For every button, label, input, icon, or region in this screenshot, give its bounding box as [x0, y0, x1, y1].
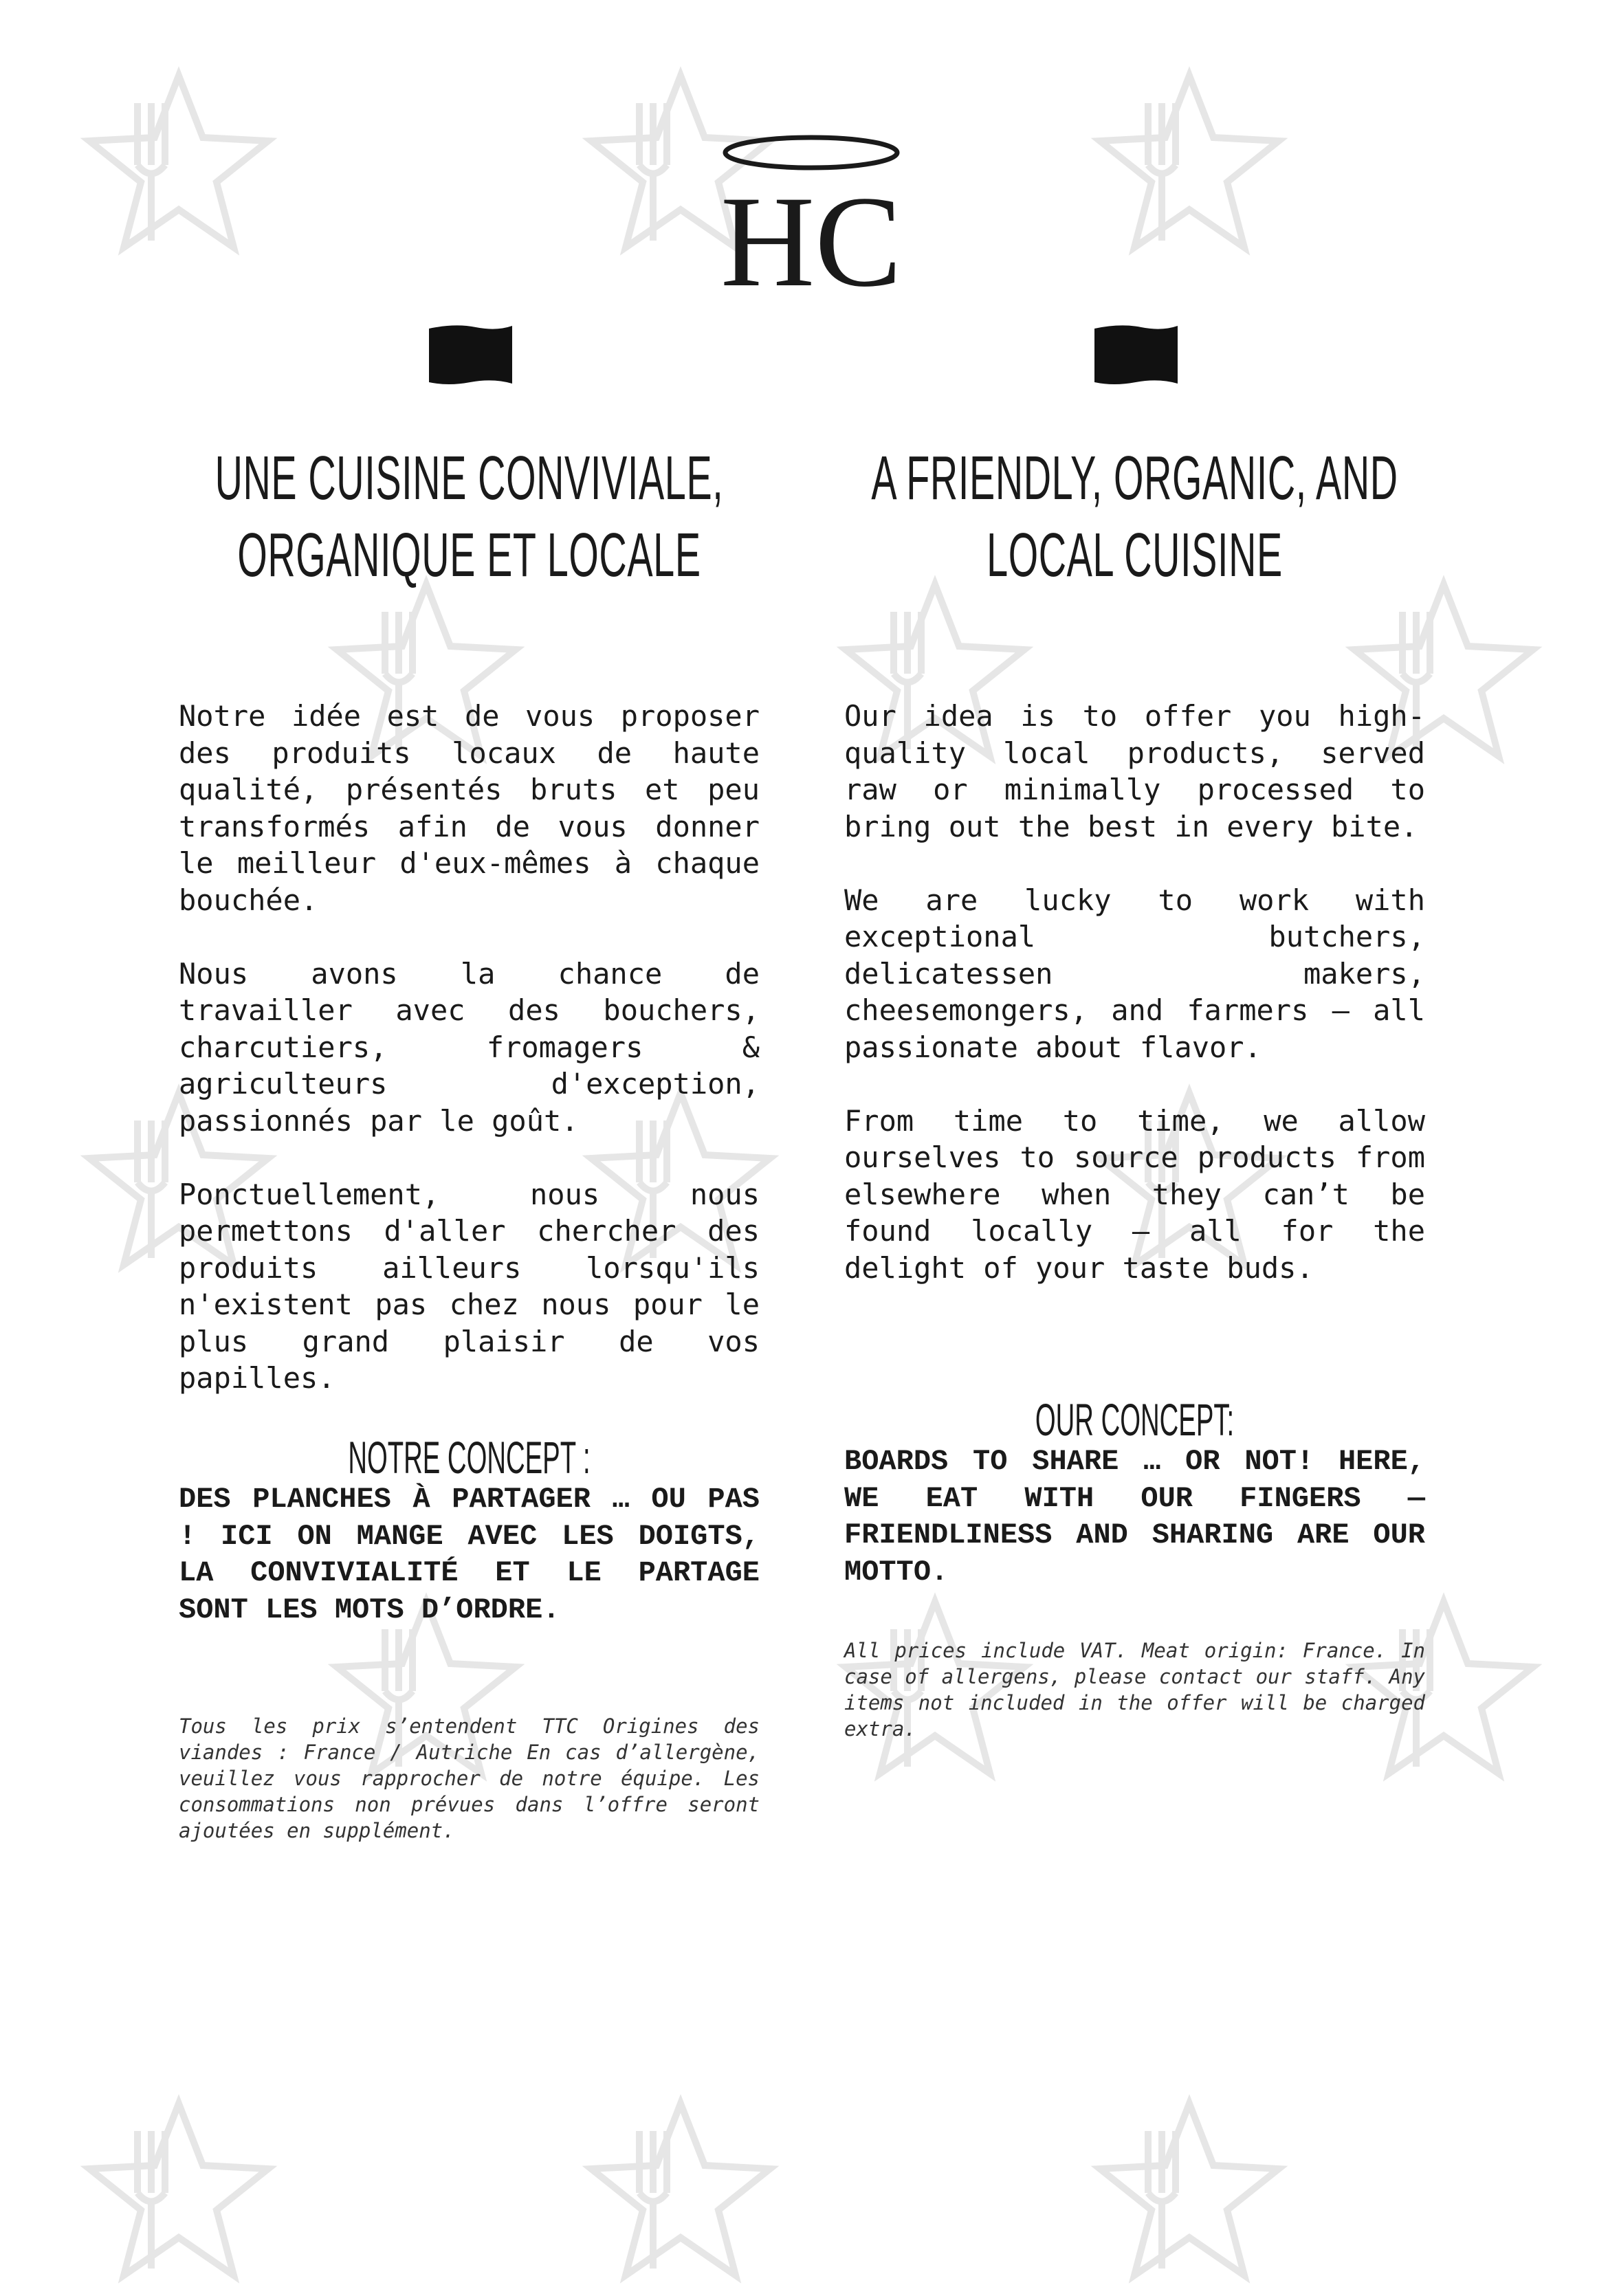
french-heading-line2: ORGANIQUE ET LOCALE	[237, 521, 701, 590]
french-paragraph: Ponctuellement, nous nous permettons d'aller chercher des produits ailleurs lorsqu'ils n'existent pas chez nous pour le plus grand plaisir de vos papilles.	[179, 1177, 760, 1395]
fork-star-icon	[76, 2090, 282, 2296]
french-note: Tous les prix s’entendent TTC Origines des viandes : France / Autriche En cas d’allergène, veuillez vous rapprocher de notre équipe. Les consommations non prévues dans l’offre seront ajoutées en supplément.	[179, 1714, 760, 1842]
fork-star-icon	[1086, 62, 1292, 268]
french-paragraph: Notre idée est de vous proposer des produits locaux de haute qualité, présentés bruts et peu transformés afin de vous donner le meilleur d'eux-mêmes à chaque bouchée.	[179, 699, 760, 917]
english-heading	[844, 440, 1425, 594]
halo-monogram-logo	[715, 131, 907, 302]
english-concept-text: BOARDS TO SHARE … OR NOT! HERE, WE EAT WITH OUR FINGERS — FRIENDLINESS AND SHARING ARE OUR MOTTO.	[844, 1445, 1425, 1589]
english-body	[844, 698, 1425, 1323]
french-concept-text: DES PLANCHES À PARTAGER … OU PAS ! ICI ON MANGE AVEC LES DOIGTS, LA CONVIVIALITÉ ET LE PARTAGE SONT LES MOTS D’ORDRE.	[179, 1483, 760, 1626]
black-flag-icon	[1093, 323, 1179, 389]
french-heading-line1: UNE CUISINE CONVIVIALE,	[214, 444, 724, 513]
english-paragraph: Our idea is to offer you high-quality local products, served raw or minimally processed to bring out the best in every bite.	[844, 699, 1425, 843]
english-concept	[844, 1395, 1425, 1591]
english-heading-line2: LOCAL CUISINE	[987, 521, 1283, 590]
french-heading	[178, 440, 760, 594]
french-body	[179, 698, 760, 1433]
fork-star-icon	[577, 2090, 784, 2296]
english-concept-title: OUR CONCEPT:	[1035, 1394, 1235, 1445]
english-heading-line1: A FRIENDLY, ORGANIC, AND	[871, 444, 1398, 513]
fork-star-icon	[1086, 2090, 1292, 2296]
french-concept	[179, 1433, 760, 1629]
french-column	[179, 440, 760, 594]
french-concept-title: NOTRE CONCEPT :	[348, 1432, 591, 1483]
english-paragraph: We are lucky to work with exceptional butchers, delicatessen makers, cheesemongers, and farmers — all passionate about flavor.	[844, 883, 1425, 1064]
english-note: All prices include VAT. Meat origin: France. In case of allergens, please contact our staff. Any items not included in the offer will be charged extra.	[844, 1639, 1425, 1741]
english-column	[844, 440, 1425, 594]
black-flag-icon	[428, 323, 514, 389]
english-paragraph: From time to time, we allow ourselves to source products from elsewhere when they can’t be found locally — all for the delight of your taste buds.	[844, 1103, 1425, 1285]
logo-text: HC	[720, 170, 902, 302]
fork-star-icon	[76, 62, 282, 268]
french-paragraph: Nous avons la chance de travailler avec des bouchers, charcutiers, fromagers & agriculteurs d'exception, passionnés par le goût.	[179, 956, 760, 1138]
